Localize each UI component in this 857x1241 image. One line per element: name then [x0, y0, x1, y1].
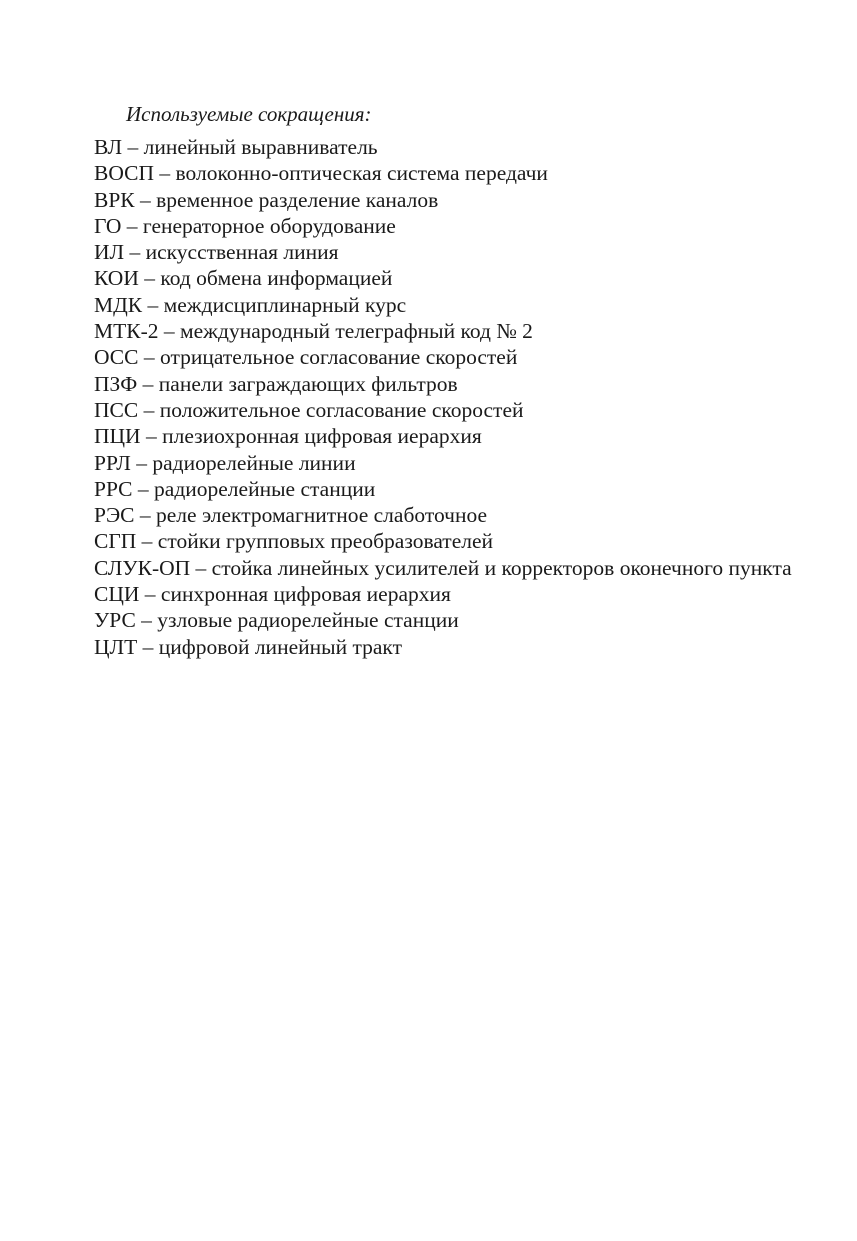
dash-separator: –: [143, 345, 155, 370]
abbreviation-definition: стойка линейных усилителей и корректоров оконечного пункта: [211, 555, 792, 580]
abbreviation-definition: радиорелейные линии: [152, 450, 356, 475]
dash-separator: –: [127, 135, 139, 159]
abbreviation-entry: [94, 581, 834, 607]
dash-separator: –: [147, 292, 159, 317]
abbreviation-entry: [94, 292, 834, 318]
dash-separator: –: [140, 187, 151, 212]
abbreviation-entry: [94, 634, 834, 660]
abbreviation-definition: волоконно-оптическая система передачи: [175, 161, 548, 186]
abbreviation-term: ПСС: [94, 397, 139, 422]
abbreviation-term: УРС: [94, 608, 136, 633]
abbreviations-list: [94, 134, 834, 660]
abbreviation-definition: синхронная цифровая иерархия: [160, 582, 451, 607]
abbreviation-definition: международный телеграфный код № 2: [180, 319, 533, 344]
abbreviation-term: ПЦИ: [94, 424, 141, 449]
abbreviation-entry: [94, 450, 834, 476]
dash-separator: –: [143, 397, 155, 422]
abbreviation-term: ВЛ: [94, 135, 123, 159]
abbreviation-entry: [94, 213, 834, 239]
abbreviation-term: СГП: [94, 529, 137, 554]
dash-separator: –: [145, 424, 157, 449]
abbreviation-definition: код обмена информацией: [160, 266, 393, 291]
abbreviation-term: РРС: [94, 476, 133, 501]
abbreviation-definition: узловые радиорелейные станции: [157, 608, 459, 633]
abbreviation-definition: реле электромагнитное слаботочное: [156, 503, 488, 528]
abbreviation-entry: [94, 607, 834, 633]
abbreviation-definition: плезиохронная цифровая иерархия: [162, 424, 482, 449]
abbreviation-entry: [94, 397, 834, 423]
abbreviation-term: МТК-2: [94, 319, 159, 344]
abbreviation-entry: [94, 423, 834, 449]
abbreviation-definition: панели заграждающих фильтров: [158, 371, 458, 396]
dash-separator: –: [195, 555, 207, 580]
abbreviation-definition: стойки групповых преобразователей: [157, 529, 494, 554]
dash-separator: –: [141, 529, 153, 554]
abbreviation-entry: [94, 344, 834, 370]
abbreviation-entry: [94, 239, 834, 265]
abbreviation-definition: радиорелейные станции: [154, 476, 376, 501]
abbreviation-term: ПЗФ: [94, 371, 138, 396]
dash-separator: –: [142, 371, 154, 396]
abbreviation-term: ВОСП: [94, 161, 154, 186]
abbreviation-entry: [94, 502, 834, 528]
abbreviations-heading: Используемые сокращения:: [126, 102, 372, 126]
abbreviation-entry: [94, 160, 834, 186]
dash-separator: –: [137, 476, 149, 501]
abbreviation-definition: междисциплинарный курс: [163, 292, 407, 317]
abbreviation-entry: [94, 555, 834, 581]
abbreviation-definition: генераторное оборудование: [142, 213, 396, 238]
abbreviation-term: ОСС: [94, 345, 139, 370]
dash-separator: –: [136, 450, 148, 475]
dash-separator: –: [163, 319, 175, 344]
abbreviation-term: СЛУК-ОП: [94, 555, 191, 580]
abbreviation-entry: [94, 134, 834, 160]
abbreviation-definition: линейный выравниватель: [143, 135, 378, 159]
dash-separator: –: [144, 582, 156, 607]
dash-separator: –: [159, 161, 171, 186]
abbreviation-definition: цифровой линейный тракт: [158, 634, 402, 659]
abbreviation-term: РРЛ: [94, 450, 131, 475]
abbreviation-definition: временное разделение каналов: [156, 187, 439, 212]
abbreviation-definition: искусственная линия: [145, 240, 339, 265]
dash-separator: –: [129, 240, 141, 265]
abbreviation-entry: [94, 371, 834, 397]
dash-separator: –: [141, 608, 152, 633]
dash-separator: –: [144, 266, 155, 291]
abbreviation-term: ЦЛТ: [94, 634, 138, 659]
dash-separator: –: [126, 213, 138, 238]
abbreviation-term: МДК: [94, 292, 143, 317]
abbreviation-term: ВРК: [94, 187, 135, 212]
abbreviation-definition: отрицательное согласование скоростей: [159, 345, 518, 370]
abbreviation-term: РЭС: [94, 503, 135, 528]
dash-separator: –: [139, 503, 151, 528]
abbreviation-entry: [94, 318, 834, 344]
abbreviation-term: СЦИ: [94, 582, 140, 607]
abbreviation-entry: [94, 187, 834, 213]
abbreviation-term: ИЛ: [94, 240, 125, 265]
abbreviation-term: ГО: [94, 213, 122, 238]
abbreviation-definition: положительное согласование скоростей: [159, 397, 524, 422]
dash-separator: –: [142, 634, 154, 659]
abbreviation-entry: [94, 476, 834, 502]
abbreviation-entry: [94, 265, 834, 291]
abbreviation-entry: [94, 528, 834, 554]
abbreviation-term: КОИ: [94, 266, 139, 291]
